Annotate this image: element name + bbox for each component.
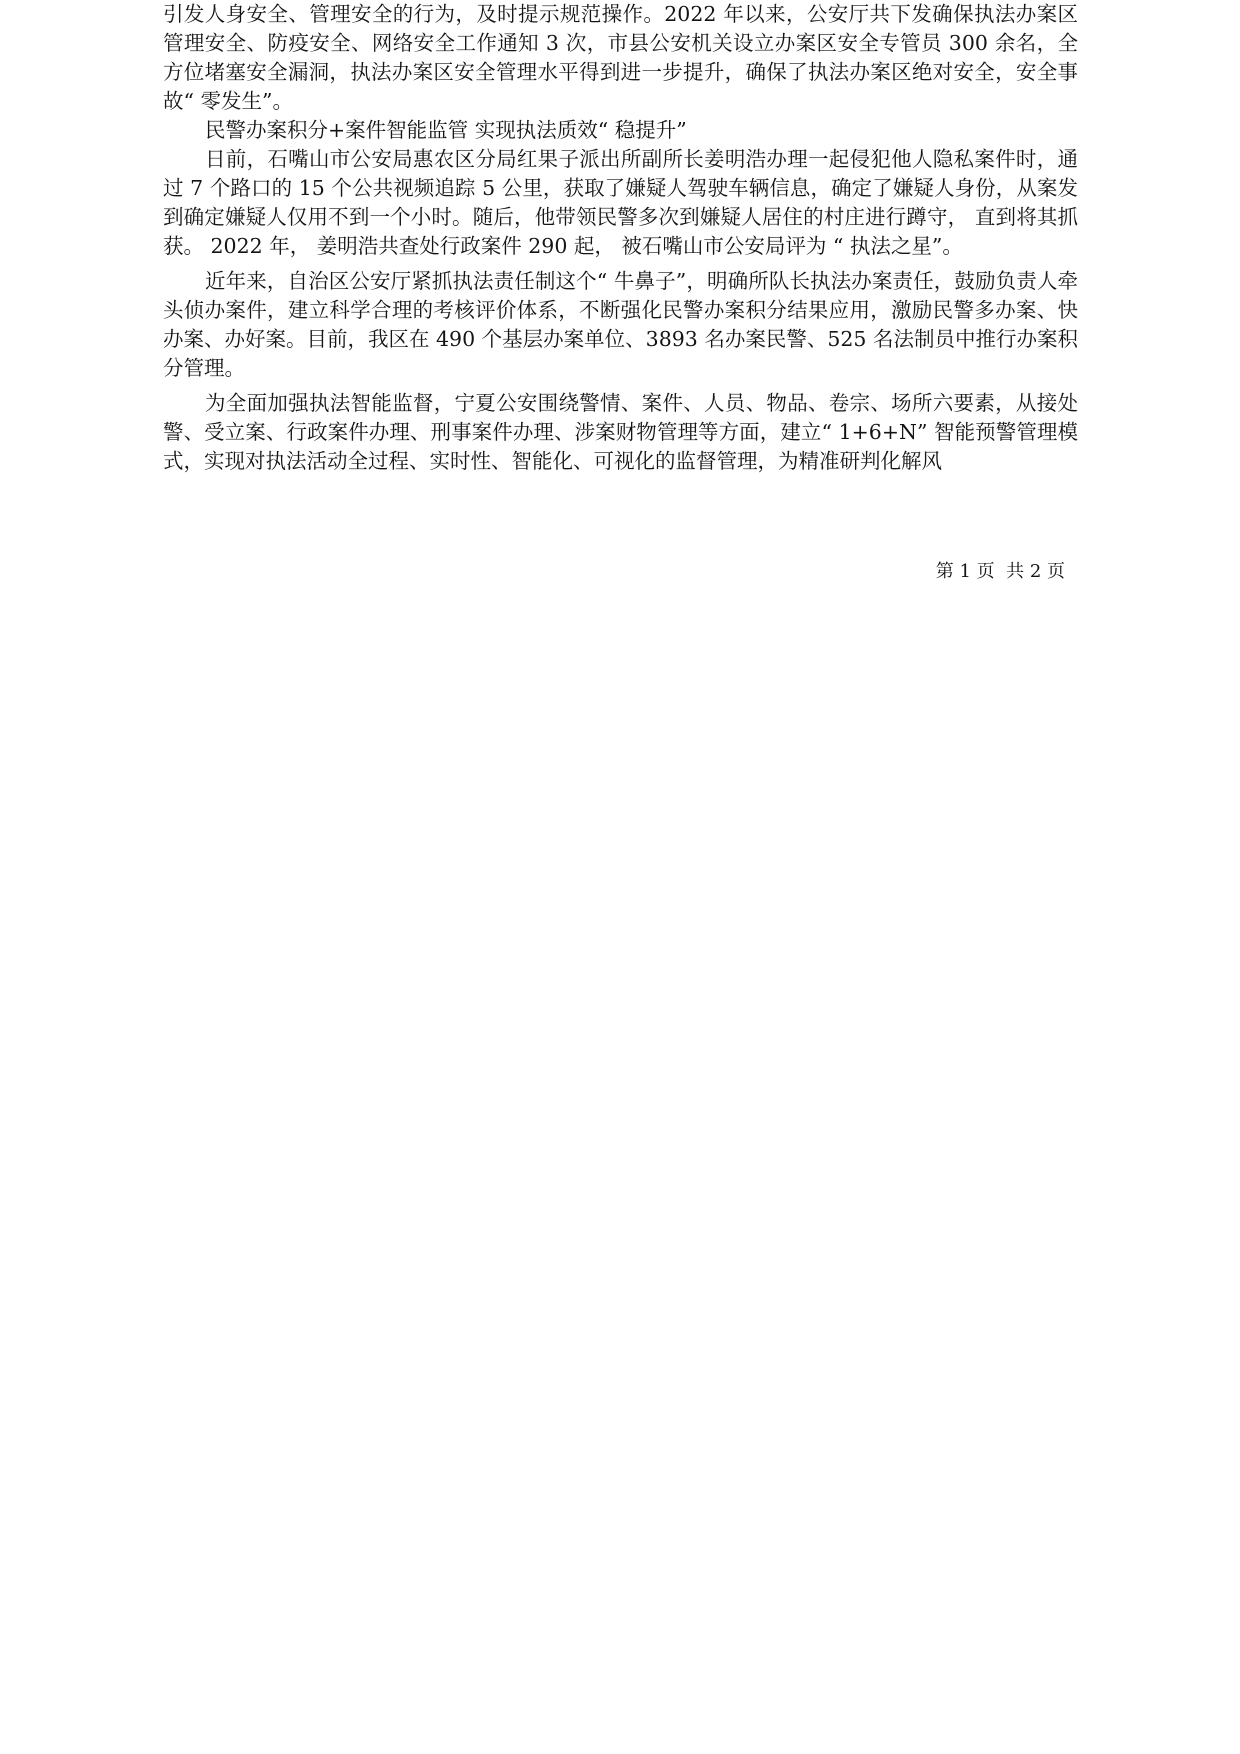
- paragraph-smart-supervision: 为全面加强执法智能监督，宁夏公安围绕警情、案件、人员、物品、卷宗、场所六要素，从接处警、受立案、行政案件办理、刑事案件办理、涉案财物管理等方面，建立“ 1+6+N” 智能预警管理模式，实现对执法活动全过程、实时性、智能化、可视化的监督管理，为精准研判化解风: [163, 391, 1078, 473]
- document-body: [163, 0, 1078, 476]
- paragraph-continuation: 引发人身安全、管理安全的行为，及时提示规范操作。2022 年以来，公安厅共下发确保执法办案区管理安全、防疫安全、网络安全工作通知 3 次，市县公安机关设立办案区安全专管员 300 余名，全方位堵塞安全漏洞，执法办案区安全管理水平得到进一步提升，确保了执法办案区绝对安全，安全事故“ 零发生”。: [163, 2, 1078, 113]
- paragraph-case-story: 日前，石嘴山市公安局惠农区分局红果子派出所副所长姜明浩办理一起侵犯他人隐私案件时，通过 7 个路口的 15 个公共视频追踪 5 公里，获取了嫌疑人驾驶车辆信息，确定了嫌疑人身份，从案发到确定嫌疑人仅用不到一个小时。随后，他带领民警多次到嫌疑人居住的村庄进行蹲守， 直到将其抓获。 2022 年， 姜明浩共查处行政案件 290 起， 被石嘴山市公安局评为 “ 执法之星”。: [163, 147, 1078, 258]
- page-number-footer: 第 1 页 共 2 页: [935, 561, 1065, 582]
- paragraph-responsibility: 近年来，自治区公安厅紧抓执法责任制这个“ 牛鼻子”，明确所队长执法办案责任，鼓励负责人牵头侦办案件，建立科学合理的考核评价体系，不断强化民警办案积分结果应用，激励民警多办案、快办案、办好案。目前，我区在 490 个基层办案单位、3893 名办案民警、525 名法制员中推行办案积分管理。: [163, 269, 1078, 380]
- section-heading: 民警办案积分+案件智能监管 实现执法质效“ 稳提升”: [205, 118, 687, 142]
